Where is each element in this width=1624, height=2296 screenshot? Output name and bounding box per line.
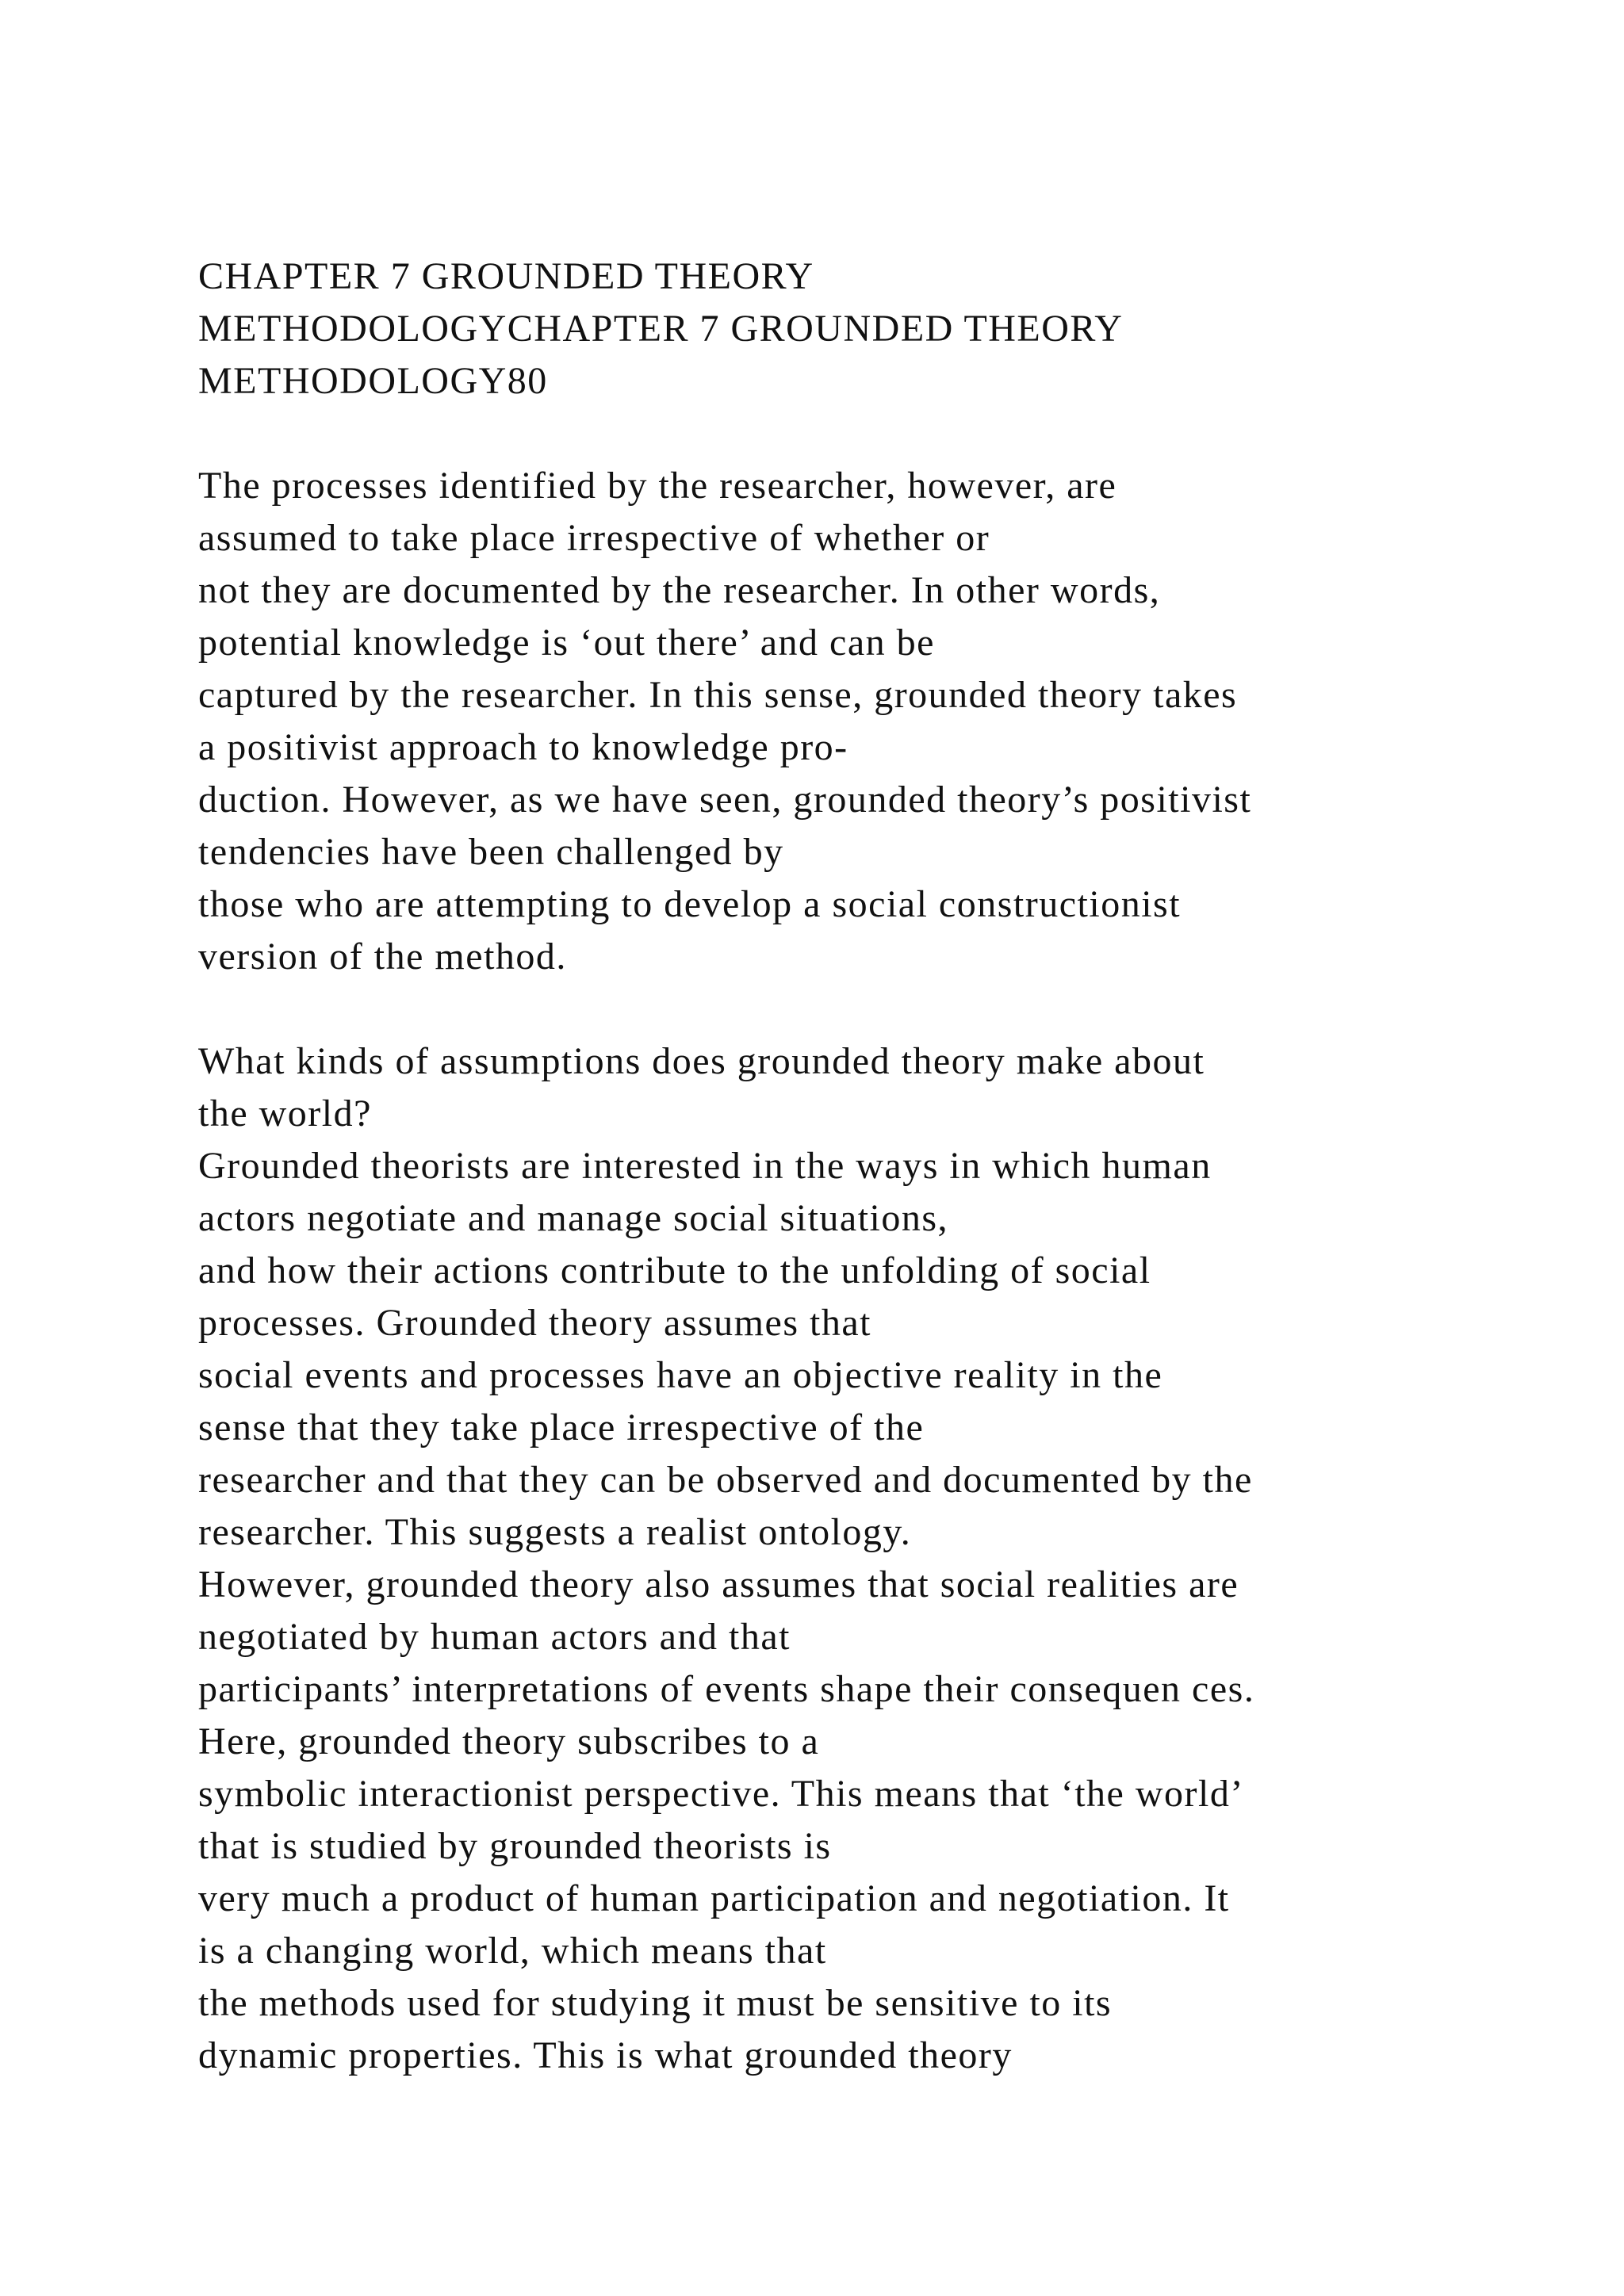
text-line: duction. However, as we have seen, grounded theory’s positivist xyxy=(198,779,1252,821)
heading-line: METHODOLOGYCHAPTER 7 GROUNDED THEORY xyxy=(198,308,1124,350)
text-line: participants’ interpretations of events shape their consequen ces. xyxy=(198,1668,1255,1710)
text-line: dynamic properties. This is what grounded theory xyxy=(198,2034,1013,2076)
chapter-heading xyxy=(198,251,1546,408)
text-line: researcher. This suggests a realist ontology. xyxy=(198,1511,912,1553)
paragraph-2 xyxy=(198,1035,1546,2082)
text-line: The processes identified by the researcher, however, are xyxy=(198,465,1117,507)
text-line: tendencies have been challenged by xyxy=(198,831,784,873)
text-line: those who are attempting to develop a social constructionist xyxy=(198,883,1182,925)
heading-line: CHAPTER 7 GROUNDED THEORY xyxy=(198,255,814,297)
text-line: captured by the researcher. In this sense, grounded theory takes xyxy=(198,674,1238,716)
paragraph-spacer xyxy=(198,983,1546,1035)
text-line: is a changing world, which means that xyxy=(198,1930,827,1972)
text-line: the methods used for studying it must be sensitive to its xyxy=(198,1982,1113,2024)
text-line: symbolic interactionist perspective. This means that ‘the world’ xyxy=(198,1773,1244,1815)
text-line: a positivist approach to knowledge pro- xyxy=(198,726,848,768)
text-line: potential knowledge is ‘out there’ and can be xyxy=(198,622,935,664)
text-line: version of the method. xyxy=(198,936,567,978)
text-line: Here, grounded theory subscribes to a xyxy=(198,1720,820,1762)
text-line: that is studied by grounded theorists is xyxy=(198,1825,832,1867)
document-body xyxy=(198,251,1546,2082)
text-line: social events and processes have an objective reality in the xyxy=(198,1354,1163,1396)
text-line: assumed to take place irrespective of whether or xyxy=(198,517,990,559)
text-line: researcher and that they can be observed and documented by the xyxy=(198,1459,1253,1501)
text-line: negotiated by human actors and that xyxy=(198,1616,791,1658)
text-line: What kinds of assumptions does grounded theory make about xyxy=(198,1040,1205,1082)
text-line: not they are documented by the researcher. In other words, xyxy=(198,569,1161,611)
paragraph-spacer xyxy=(198,408,1546,460)
text-line: Grounded theorists are interested in the ways in which human xyxy=(198,1145,1212,1187)
text-line: However, grounded theory also assumes that social realities are xyxy=(198,1563,1239,1605)
heading-line: METHODOLOGY80 xyxy=(198,360,548,402)
text-line: and how their actions contribute to the unfolding of social xyxy=(198,1249,1151,1292)
text-line: sense that they take place irrespective of the xyxy=(198,1406,925,1448)
text-line: very much a product of human participation and negotiation. It xyxy=(198,1877,1230,1919)
text-line: the world? xyxy=(198,1093,372,1135)
paragraph-1 xyxy=(198,460,1546,983)
text-line: processes. Grounded theory assumes that xyxy=(198,1302,871,1344)
text-line: actors negotiate and manage social situations, xyxy=(198,1197,949,1239)
